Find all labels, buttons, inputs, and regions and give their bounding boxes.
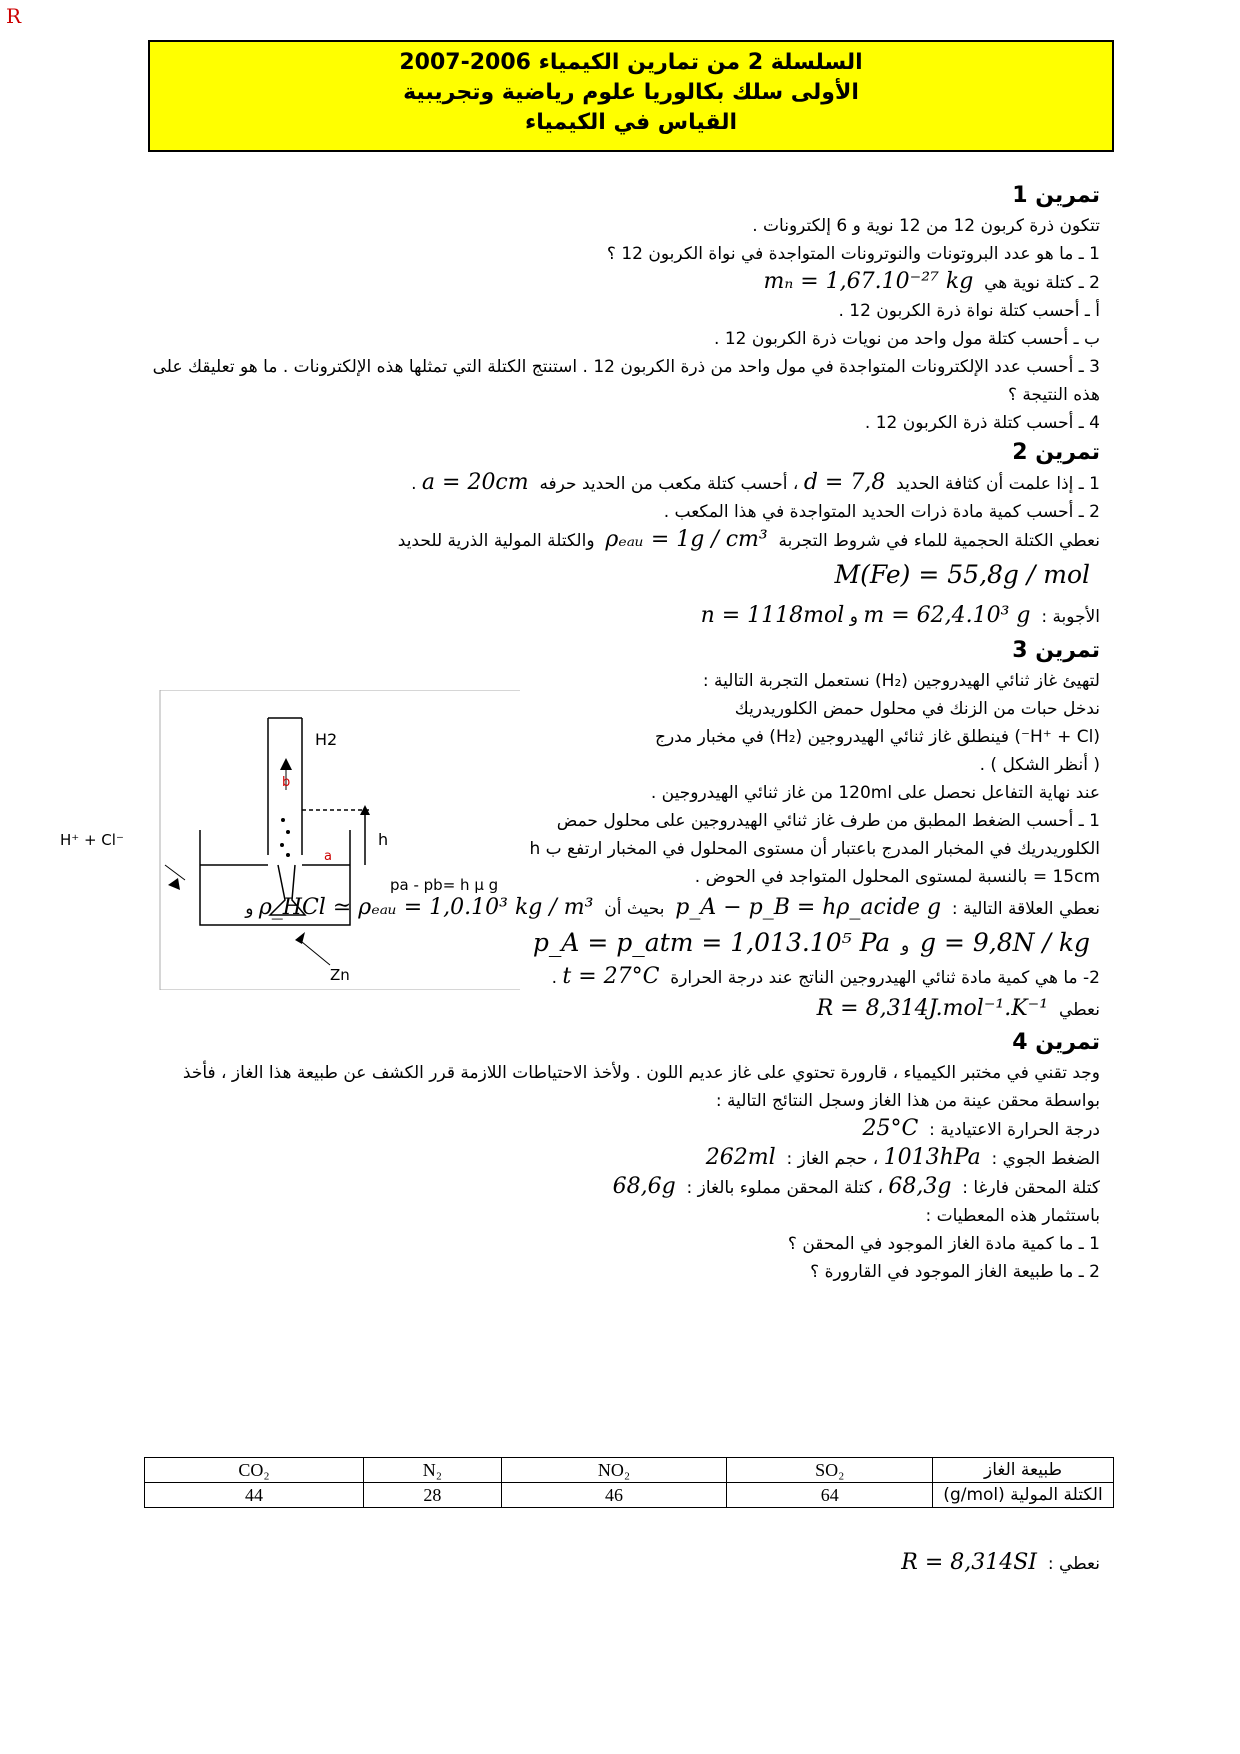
water-density: ρₑₐᵤ = 1g / cm³ [605,527,768,552]
corner-mark: R [6,4,22,28]
temp-label: درجة الحرارة الاعتيادية : [929,1120,1100,1140]
answers-label: الأجوبة : [1041,607,1100,627]
ex4-l1: وجد تقني في مختبر الكيمياء ، قارورة تحتوي على غاز عديم اللون . ولأخذ الاحتياطات اللازمة قرر الكشف عن طبيعة هذا الغاز ، فأخذ بواسطة محقن عينة من هذا الغاز وسجل النتائج التالية : [182,1063,1100,1111]
nucleon-mass-formula: mₙ = 1,67.10⁻²⁷ kg [763,269,974,294]
ex3-and-2: و [901,936,910,956]
gravity: g = 9,8N / kg [920,928,1090,957]
table-row [145,1483,1114,1508]
ex3-l5: عند نهاية التفاعل نحصل على 120ml من غاز ثنائي الهيدروجين . [650,783,1100,803]
ex1-q3: 3 ـ أحسب عدد الإلكترونات المتواجدة في مول واحد من ذرة الكربون 12 . استنتج الكتلة التي تمثلها هذه الإلكترونات . ما هو تعليقك على هذه النتيجة ؟ [152,357,1100,405]
ex1-q2 [150,268,1100,297]
iron-molar-mass: M(Fe) = 55,8g / mol [834,560,1090,589]
ex3-l1: لتهيئ غاز ثنائي الهيدروجين (H₂) نستعمل التجربة التالية : [702,671,1100,691]
ex2-given-text: نعطي الكتلة الحجمية للماء في شروط التجربة [778,531,1100,551]
ex2-q1-text: 1 ـ إذا علمت أن كثافة الحديد [896,474,1100,494]
gas-constant-si: R = 8,314SI [901,1550,1037,1575]
series-title: السلسلة 2 من تمارين الكيمياء 2006-2007 [399,50,863,75]
ex3-l4: ( أنظر الشكل ) . [979,755,1100,775]
exercise-1-title: تمرين 1 [1012,183,1100,208]
ex3-such: بحيث أن [604,899,665,919]
table-cell: N₂ [364,1458,502,1483]
room-temperature: 25°C [862,1116,919,1141]
ex4-q1: 1 ـ ما كمية مادة الغاز الموجود في المحقن ؟ [787,1234,1100,1254]
ex1-q4: 4 ـ أحسب كتلة ذرة الكربون 12 . [864,413,1100,433]
topic-title: القياس في الكيمياء [524,110,738,135]
exercise-3-title: تمرين 3 [1012,638,1100,663]
hydrogen-apparatus-diagram [40,690,520,990]
fig-h2-label: H2 [315,730,338,749]
answer-and: و [849,607,858,627]
ex3-and: و [245,899,254,919]
ex2-q1-mid: ، أحسب كتلة مكعب من الحديد حرفه [539,474,799,494]
fig-hcl-label: H⁺ + Cl⁻ [60,831,124,849]
fig-h-label: h [378,830,389,849]
ex2-q2: 2 ـ أحسب كمية مادة ذرات الحديد المتواجدة في هذا المكعب . [663,502,1100,522]
ex1-qb: ب ـ أحسب كتلة مول واحد من نويات ذرة الكربون 12 . [714,329,1100,349]
ex3-given-label: نعطي العلاقة التالية : [951,899,1100,919]
ex3-l3: (H⁺ + Cl⁻) فينطلق غاز ثنائي الهيدروجين (H₂) في مخبار مدرج [654,727,1100,747]
class-level: الأولى سلك بكالوريا علوم رياضية وتجريبية [403,80,859,105]
pressure-relation: p_A − p_B = hρ_acide g [675,895,942,920]
table-cell: NO₂ [501,1458,727,1483]
table-cell: 28 [364,1483,502,1508]
hcl-density: ρ_HCl ≃ ρₑₐᵤ = 1,0.10³ kg / m³ [258,895,594,920]
ex1-intro: تتكون ذرة كربون 12 من 12 نوية و 6 إلكترونات . [752,216,1100,236]
ex2-molar-line [150,555,1100,598]
atm-pressure-value: 1013hPa [883,1145,981,1170]
ex1-q1: 1 ـ ما هو عدد البروتونات والنوترونات المتواجدة في نواة الكربون 12 ؟ [606,244,1100,264]
gas-volume: 262ml [705,1145,776,1170]
ex4-given-r [150,1550,1100,1575]
ex2-given-text2: والكتلة المولية الذرية للحديد [397,531,595,551]
row-header-molar-mass: الكتلة المولية (g/mol) [933,1483,1114,1508]
ex2-q1: 1 ـ إذا علمت أن كثافة الحديد d = 7,8 ، أحسب كتلة مكعب من الحديد حرفه a = 20cm . [411,470,1100,495]
gas-constant: R = 8,314J.mol⁻¹.K⁻¹ [816,996,1049,1021]
empty-syringe-mass: 68,3g [888,1174,952,1199]
table-cell: 46 [501,1483,727,1508]
fig-zn-label: Zn [330,966,350,984]
fig-a-label: a [324,849,332,864]
full-mass-label: ، كتلة المحقن مملوء بالغاز : [686,1178,883,1198]
ex2-given [150,526,1100,555]
ex1-q2-label: 2 ـ كتلة نوية هي [984,273,1100,293]
cube-edge: a = 20cm [421,470,529,495]
pressure-label: الضغط الجوي : [991,1149,1100,1169]
ex4-pv [150,1144,1100,1173]
empty-mass-label: كتلة المحقن فارغا : [962,1178,1100,1198]
ex1-qa: أ ـ أحسب كتلة نواة ذرة الكربون 12 . [838,301,1100,321]
ex4-use: باستثمار هذه المعطيات : [925,1206,1100,1226]
ex4-temp [150,1115,1100,1144]
exercise-2-title: تمرين 2 [1012,440,1100,465]
table-row [145,1458,1114,1483]
table-cell: 64 [727,1483,933,1508]
ex3-text-column [525,667,1100,891]
iron-density: d = 7,8 [803,470,886,495]
title-box [148,40,1114,152]
ex3-r-label: نعطي [1058,1000,1100,1020]
temperature: t = 27°C [562,964,660,989]
full-syringe-mass: 68,6g [612,1174,676,1199]
table-cell: 44 [145,1483,364,1508]
ex2-answers [150,598,1100,635]
answer-mass: m = 62,4.10³ g [863,603,1031,628]
atmospheric-pressure: p_A = p_atm = 1,013.10⁵ Pa [532,928,891,957]
ex4-q2: 2 ـ ما طبيعة الغاز الموجود في القارورة ؟ [810,1262,1100,1282]
ex4-r-label: نعطي : [1047,1554,1100,1574]
exercise-4-title: تمرين 4 [1012,1030,1100,1055]
fig-b-label: b [282,775,291,790]
gas-molar-mass-table [144,1457,1114,1508]
ex3-r [150,992,1100,1027]
table-cell: SO₂ [727,1458,933,1483]
fig-equation: pa - pb= h µ g [390,876,499,894]
ex3-l6: 1 ـ أحسب الضغط المطبق من طرف غاز ثنائي الهيدروجين على محلول حمض الكلوريدريك في المخبار المدرج باعتبار أن مستوى المحلول في المخبار ارتفع ب h = 15cm بالنسبة لمستوى المحلول المتواجد في الحوض . [529,811,1100,887]
ex3-l2: ندخل حبات من الزنك في محلول حمض الكلوريدريك [734,699,1100,719]
ex3-q2: 2- ما هي كمية مادة ثنائي الهيدروجين الناتج عند درجة الحرارة t = 27°C . [551,964,1100,989]
answer-moles: n = 1118mol [700,603,845,628]
ex3-q2-text: 2- ما هي كمية مادة ثنائي الهيدروجين الناتج عند درجة الحرارة [670,968,1100,988]
ex4-masses [150,1173,1100,1202]
table-cell: CO₂ [145,1458,364,1483]
volume-label: ، حجم الغاز : [786,1149,879,1169]
row-header-gas: طبيعة الغاز [933,1458,1114,1483]
